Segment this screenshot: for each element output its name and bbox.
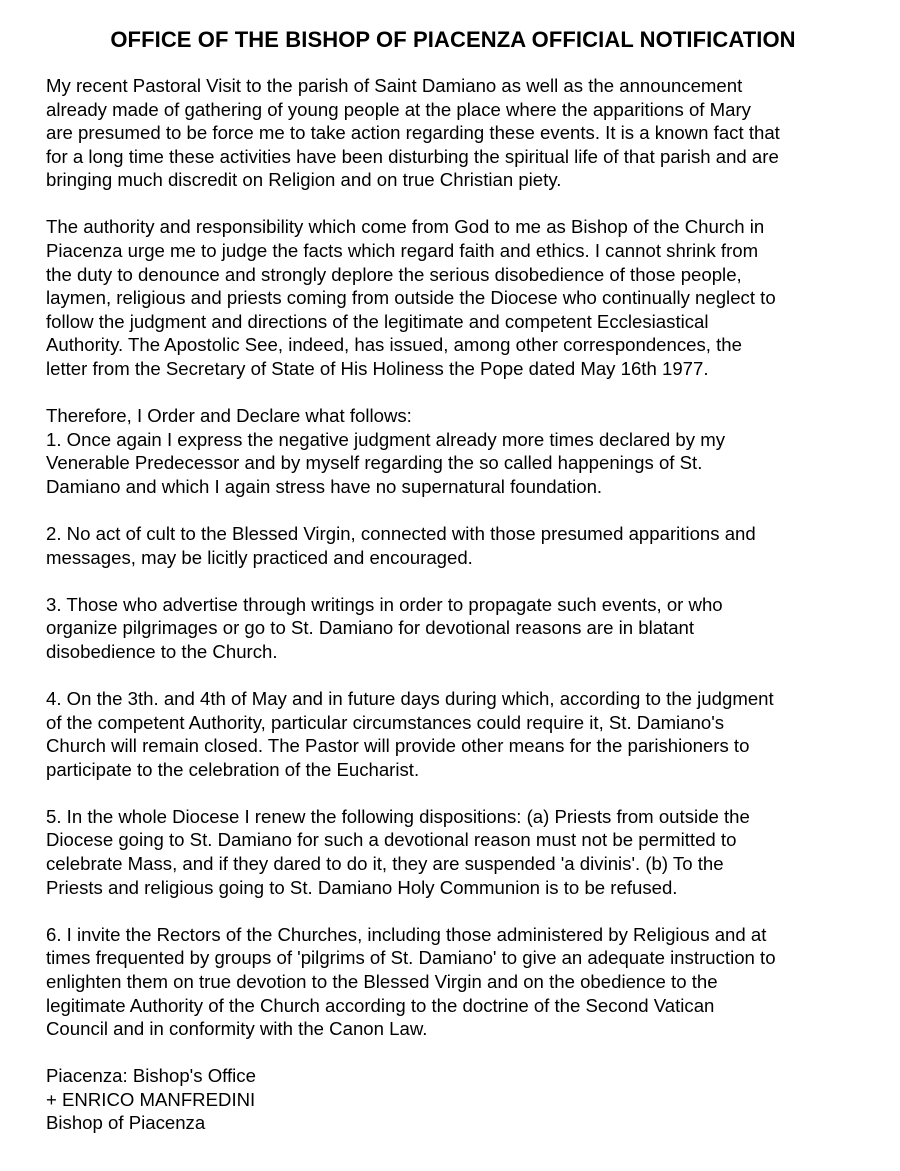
text-line: Priests and religious going to St. Damiano Holy Communion is to be refused. [46, 876, 678, 898]
text-line: legitimate Authority of the Church according to the doctrine of the Second Vatican [46, 994, 715, 1016]
text-line: laymen, religious and priests coming from outside the Diocese who continually neglect to [46, 287, 776, 309]
text-line: of the competent Authority, particular circumstances could require it, St. Damiano's [46, 711, 725, 733]
text-line: Venerable Predecessor and by myself regarding the so called happenings of St. [46, 452, 703, 474]
text-line: times frequented by groups of 'pilgrims of St. Damiano' to give an adequate instruction to [46, 947, 776, 969]
text-line: already made of gathering of young people at the place where the apparitions of Mary [46, 98, 751, 120]
text-line: letter from the Secretary of State of His Holiness the Pope dated May 16th 1977. [46, 358, 709, 380]
text-line: 2. No act of cult to the Blessed Virgin, connected with those presumed apparitions and [46, 523, 756, 544]
order-item-5 [46, 805, 860, 899]
text-line: are presumed to be force me to take action regarding these events. It is a known fact that [46, 122, 780, 144]
text-line: 1. Once again I express the negative judgment already more times declared by my [46, 428, 726, 450]
paragraph-intro [46, 74, 860, 192]
text-line: The authority and responsibility which come from God to me as Bishop of the Church in [46, 216, 765, 238]
text-line: 3. Those who advertise through writings in order to propagate such events, or who [46, 593, 723, 615]
signature-role: Bishop of Piacenza [46, 1112, 206, 1134]
paragraph-authority [46, 215, 860, 380]
text-line: organize pilgrimages or go to St. Damiano for devotional reasons are in blatant [46, 617, 695, 639]
order-item-4 [46, 687, 860, 781]
order-item-2 [46, 522, 860, 569]
text-line: 5. In the whole Diocese I renew the following dispositions: (a) Priests from outside the [46, 805, 750, 827]
order-item-3 [46, 593, 860, 664]
text-line: Diocese going to St. Damiano for such a devotional reason must not be permitted to [46, 829, 737, 851]
order-item-6 [46, 923, 860, 1041]
order-intro: Therefore, I Order and Declare what follows: [46, 405, 412, 427]
text-line: 4. On the 3th. and 4th of May and in future days during which, according to the judgment [46, 687, 774, 709]
document-title: OFFICE OF THE BISHOP OF PIACENZA OFFICIAL NOTIFICATION [110, 27, 796, 52]
text-line: 6. I invite the Rectors of the Churches, including those administered by Religious and at [46, 923, 767, 945]
text-line: Council and in conformity with the Canon Law. [46, 1018, 428, 1040]
signature-place: Piacenza: Bishop's Office [46, 1065, 256, 1087]
text-line: Authority. The Apostolic See, indeed, has issued, among other correspondences, the [46, 334, 742, 356]
order-item-1 [46, 404, 860, 498]
text-line: for a long time these activities have been disturbing the spiritual life of that parish and are [46, 145, 779, 167]
text-line: follow the judgment and directions of the legitimate and competent Ecclesiastical [46, 310, 709, 332]
text-line: messages, may be licitly practiced and encouraged. [46, 546, 473, 568]
text-line: bringing much discredit on Religion and on true Christian piety. [46, 169, 562, 191]
text-line: My recent Pastoral Visit to the parish of Saint Damiano as well as the announcement [46, 75, 743, 96]
text-line: celebrate Mass, and if they dared to do it, they are suspended 'a divinis'. (b) To the [46, 853, 724, 875]
text-line: disobedience to the Church. [46, 640, 278, 662]
text-line: Damiano and which I again stress have no supernatural foundation. [46, 475, 603, 497]
text-line: Piacenza urge me to judge the facts which regard faith and ethics. I cannot shrink from [46, 240, 759, 262]
text-line: participate to the celebration of the Eucharist. [46, 758, 420, 780]
signature-block [46, 1064, 860, 1135]
signature-name: + ENRICO MANFREDINI [46, 1088, 256, 1110]
text-line: the duty to denounce and strongly deplore the serious disobedience of those people, [46, 263, 742, 285]
text-line: enlighten them on true devotion to the Blessed Virgin and on the obedience to the [46, 970, 718, 992]
text-line: Church will remain closed. The Pastor will provide other means for the parishioners to [46, 735, 750, 757]
